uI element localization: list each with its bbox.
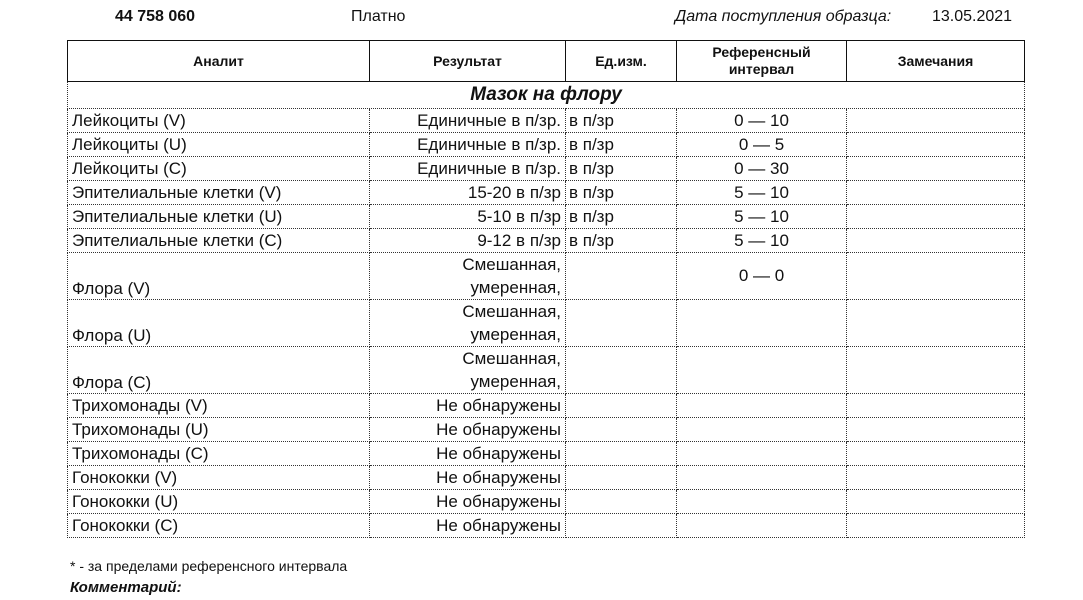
column-header-notes: Замечания	[847, 41, 1025, 82]
table-row	[68, 229, 1025, 253]
cell-result: Не обнаружены	[370, 514, 566, 538]
cell-notes	[847, 253, 1025, 300]
cell-unit	[566, 300, 677, 347]
order-number: 44 758 060	[115, 8, 196, 25]
cell-analyte: Гонококки (C)	[68, 514, 370, 538]
cell-unit: в п/зр	[566, 229, 677, 253]
cell-notes	[847, 300, 1025, 347]
table-row	[68, 157, 1025, 181]
cell-notes	[847, 205, 1025, 229]
cell-notes	[847, 394, 1025, 418]
cell-analyte: Эпителиальные клетки (C)	[68, 229, 370, 253]
table-row	[68, 205, 1025, 229]
section-row	[68, 82, 1025, 109]
cell-result: Не обнаружены	[370, 418, 566, 442]
table-row	[68, 442, 1025, 466]
section-title: Мазок на флору	[68, 82, 1025, 109]
cell-analyte: Флора (U)	[68, 300, 370, 347]
cell-notes	[847, 229, 1025, 253]
cell-analyte: Трихомонады (U)	[68, 418, 370, 442]
cell-unit: в п/зр	[566, 133, 677, 157]
cell-analyte: Эпителиальные клетки (V)	[68, 181, 370, 205]
cell-result: 5-10 в п/зр	[370, 205, 566, 229]
cell-result: Не обнаружены	[370, 466, 566, 490]
cell-result: Не обнаружены	[370, 442, 566, 466]
cell-reference: 5 — 10	[677, 181, 847, 205]
table-header-row	[68, 41, 1025, 82]
cell-reference	[677, 514, 847, 538]
cell-reference	[677, 347, 847, 394]
cell-notes	[847, 133, 1025, 157]
cell-notes	[847, 442, 1025, 466]
table-row	[68, 253, 1025, 300]
cell-unit: в п/зр	[566, 181, 677, 205]
cell-notes	[847, 109, 1025, 133]
cell-result: Смешанная, умеренная,	[370, 300, 566, 347]
cell-reference	[677, 466, 847, 490]
cell-unit: в п/зр	[566, 157, 677, 181]
cell-reference	[677, 442, 847, 466]
table-row	[68, 109, 1025, 133]
cell-unit	[566, 490, 677, 514]
sample-date-label: Дата поступления образца:	[675, 8, 892, 25]
cell-result: 15-20 в п/зр	[370, 181, 566, 205]
cell-notes	[847, 490, 1025, 514]
cell-unit	[566, 394, 677, 418]
cell-reference: 0 — 0	[677, 253, 847, 300]
cell-result: Единичные в п/зр.	[370, 157, 566, 181]
comment-label: Комментарий:	[70, 579, 182, 596]
cell-analyte: Гонококки (U)	[68, 490, 370, 514]
cell-result: Смешанная, умеренная,	[370, 347, 566, 394]
table-row	[68, 466, 1025, 490]
column-header-analyte: Аналит	[68, 41, 370, 82]
table-row	[68, 133, 1025, 157]
cell-analyte: Трихомонады (C)	[68, 442, 370, 466]
results-table	[67, 40, 1025, 538]
payment-type: Платно	[351, 8, 406, 25]
cell-reference: 0 — 10	[677, 109, 847, 133]
cell-notes	[847, 418, 1025, 442]
table-row	[68, 394, 1025, 418]
cell-unit: в п/зр	[566, 205, 677, 229]
cell-reference: 5 — 10	[677, 229, 847, 253]
cell-unit	[566, 442, 677, 466]
cell-analyte: Гонококки (V)	[68, 466, 370, 490]
cell-notes	[847, 157, 1025, 181]
cell-notes	[847, 181, 1025, 205]
cell-analyte: Флора (V)	[68, 253, 370, 300]
cell-reference	[677, 418, 847, 442]
table-row	[68, 347, 1025, 394]
cell-unit	[566, 466, 677, 490]
column-header-reference: Референсный интервал	[677, 41, 847, 82]
cell-analyte: Лейкоциты (U)	[68, 133, 370, 157]
cell-notes	[847, 347, 1025, 394]
cell-reference: 0 — 30	[677, 157, 847, 181]
cell-notes	[847, 466, 1025, 490]
column-header-unit: Ед.изм.	[566, 41, 677, 82]
cell-reference	[677, 300, 847, 347]
cell-unit	[566, 514, 677, 538]
table-row	[68, 514, 1025, 538]
table-row	[68, 418, 1025, 442]
cell-analyte: Лейкоциты (C)	[68, 157, 370, 181]
cell-unit	[566, 253, 677, 300]
cell-result: Не обнаружены	[370, 394, 566, 418]
cell-analyte: Лейкоциты (V)	[68, 109, 370, 133]
cell-reference: 5 — 10	[677, 205, 847, 229]
cell-result: Единичные в п/зр.	[370, 109, 566, 133]
sample-date: 13.05.2021	[932, 8, 1013, 25]
footnote: * - за пределами референсного интервала	[70, 558, 348, 574]
cell-result: Не обнаружены	[370, 490, 566, 514]
cell-unit	[566, 347, 677, 394]
cell-analyte: Трихомонады (V)	[68, 394, 370, 418]
table-row	[68, 300, 1025, 347]
cell-analyte: Эпителиальные клетки (U)	[68, 205, 370, 229]
cell-notes	[847, 514, 1025, 538]
cell-result: Единичные в п/зр.	[370, 133, 566, 157]
cell-result: Смешанная, умеренная,	[370, 253, 566, 300]
cell-reference	[677, 394, 847, 418]
cell-result: 9-12 в п/зр	[370, 229, 566, 253]
table-row	[68, 490, 1025, 514]
cell-analyte: Флора (C)	[68, 347, 370, 394]
table-row	[68, 181, 1025, 205]
cell-reference	[677, 490, 847, 514]
cell-unit: в п/зр	[566, 109, 677, 133]
cell-unit	[566, 418, 677, 442]
column-header-result: Результат	[370, 41, 566, 82]
cell-reference: 0 — 5	[677, 133, 847, 157]
